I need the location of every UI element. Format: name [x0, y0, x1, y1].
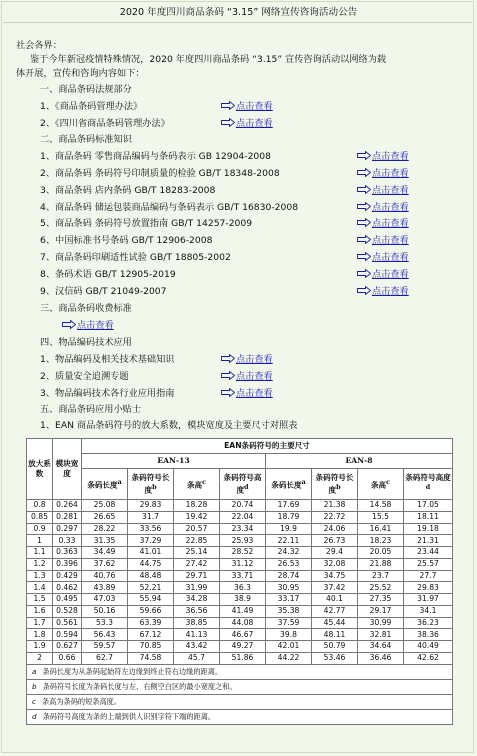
hollow-right-arrow-icon [221, 371, 235, 380]
header-label: 条高 [186, 480, 203, 490]
section-applications-heading: 四、物品编码技术应用 [40, 337, 132, 348]
table-cell: 16.41 [358, 523, 404, 535]
table-cell: 28.74 [266, 570, 312, 582]
table-cell: 28.22 [82, 523, 128, 535]
table-cell: 22.72 [312, 511, 358, 523]
table-row [27, 594, 453, 606]
table-cell: 52.21 [128, 582, 174, 594]
footnote-mark: c [32, 696, 36, 706]
standard-item-2: 2、商品条码 条码符号印制质量的检验 GB/T 18348-2008 [40, 168, 280, 179]
table-cell: 50.79 [312, 641, 358, 653]
table-cell: 30.95 [266, 582, 312, 594]
table-cell: 0.396 [53, 558, 82, 570]
link-application-1[interactable] [221, 354, 273, 366]
table-cell: 14.58 [358, 500, 404, 512]
link-standard-7[interactable] [357, 252, 409, 264]
link-label[interactable]: 点击查看 [372, 269, 409, 280]
title-divider [3, 22, 472, 23]
application-item-1: 1、物品编码及相关技术基础知识 [40, 354, 175, 365]
table-cell: 47.03 [82, 594, 128, 606]
table-cell: 26.53 [266, 558, 312, 570]
link-label[interactable]: 点击查看 [236, 388, 273, 399]
header-ean13: EAN-13 [82, 454, 266, 469]
table-cell: 28.52 [220, 547, 266, 559]
footnote-text: 条码长度为从条码起始符左边缘到终止符右边缘的距离。 [42, 666, 223, 676]
table-cell: 59.66 [128, 605, 174, 617]
table-cell: 32.08 [312, 558, 358, 570]
table-cell: 0.363 [53, 547, 82, 559]
link-standard-9[interactable] [357, 286, 409, 298]
table-cell: 1.6 [27, 605, 53, 617]
table-cell: 1.9 [27, 641, 53, 653]
footnote-text: 条高为条码的短条高度。 [41, 696, 122, 706]
table-cell: 29.4 [312, 547, 358, 559]
table-cell: 1.2 [27, 558, 53, 570]
header-ean8-height [358, 469, 404, 500]
link-label[interactable]: 点击查看 [372, 235, 409, 246]
table-row [27, 535, 453, 547]
table-cell: 29.17 [358, 605, 404, 617]
link-standard-1[interactable] [357, 151, 409, 163]
table-cell: 33.71 [220, 570, 266, 582]
table-cell: 29.83 [404, 582, 453, 594]
header-label: 条码符号长度 [315, 472, 354, 495]
link-fees[interactable] [62, 320, 114, 332]
hollow-right-arrow-icon [62, 320, 76, 329]
hollow-right-arrow-icon [357, 235, 371, 244]
section-laws-heading: 一、商品条码法规部分 [40, 84, 132, 95]
application-item-3: 3、物品编码技术各行业应用指南 [40, 388, 175, 399]
hollow-right-arrow-icon [357, 252, 371, 261]
table-cell: 70.85 [128, 641, 174, 653]
table-row [27, 547, 453, 559]
table-cell: 0.462 [53, 582, 82, 594]
link-standard-8[interactable] [357, 269, 409, 281]
table-cell: 55.94 [128, 594, 174, 606]
table-cell: 67.12 [128, 629, 174, 641]
table-cell: 21.31 [404, 535, 453, 547]
header-label: 条高 [370, 480, 387, 490]
table-cell: 1.8 [27, 629, 53, 641]
link-label[interactable]: 点击查看 [372, 185, 409, 196]
table-cell: 63.39 [128, 617, 174, 629]
table-row [27, 511, 453, 523]
header-ean8-symbol-height [404, 469, 453, 500]
table-cell: 1 [27, 535, 53, 547]
table-cell: 22.04 [220, 511, 266, 523]
table-cell: 45.7 [174, 652, 220, 664]
table-cell: 30.99 [358, 617, 404, 629]
table-cell: 0.66 [53, 652, 82, 664]
table-cell: 1.4 [27, 582, 53, 594]
link-standard-5[interactable] [357, 218, 409, 230]
intro-line-1: 鉴于今年新冠疫情特殊情况，2020 年度四川商品条码 “3.15” 宣传咨询活动以网络为载 [30, 54, 387, 65]
footnote [27, 679, 453, 694]
link-label[interactable]: 点击查看 [77, 320, 114, 331]
tip-item-1: 1、EAN 商品条码符号的放大系数，模块宽度及主要尺寸对照表 [40, 420, 298, 431]
footnote-mark: b [152, 483, 157, 491]
table-cell: 19.42 [174, 511, 220, 523]
table-cell: 31.7 [128, 511, 174, 523]
standard-item-9: 9、汉信码 GB/T 21049-2007 [40, 286, 167, 297]
hollow-right-arrow-icon [357, 185, 371, 194]
application-item-2: 2、质量安全追溯专题 [40, 371, 129, 382]
table-cell: 19.18 [404, 523, 453, 535]
page-title: 2020 年度四川商品条码 “3.15” 网络宣传咨询活动公告 [119, 7, 358, 18]
table-cell: 21.88 [358, 558, 404, 570]
table-cell: 37.42 [312, 582, 358, 594]
table-cell: 48.48 [128, 570, 174, 582]
standard-item-7: 7、商品条码印刷适性试验 GB/T 18805-2002 [40, 252, 231, 263]
hollow-right-arrow-icon [357, 269, 371, 278]
table-cell: 0.9 [27, 523, 53, 535]
table-cell: 32.81 [358, 629, 404, 641]
table-cell: 49.27 [220, 641, 266, 653]
link-label[interactable]: 点击查看 [372, 252, 409, 263]
header-ean13-symbol-length [128, 469, 174, 500]
table-cell: 44.22 [266, 652, 312, 664]
table-cell: 35.38 [266, 605, 312, 617]
table-cell: 40.49 [404, 641, 453, 653]
table-cell: 36.46 [358, 652, 404, 664]
link-law-1[interactable] [221, 101, 273, 113]
table-cell: 27.42 [174, 558, 220, 570]
table-cell: 2 [27, 652, 53, 664]
table-cell: 0.264 [53, 500, 82, 512]
table-cell: 0.33 [53, 535, 82, 547]
table-cell: 29.71 [174, 570, 220, 582]
footnote-mark: c [202, 478, 207, 486]
table-cell: 23.7 [358, 570, 404, 582]
table-cell: 18.79 [266, 511, 312, 523]
table-cell: 24.32 [266, 547, 312, 559]
footnote-mark: a [32, 666, 37, 676]
table-row [27, 617, 453, 629]
table-cell: 15.5 [358, 511, 404, 523]
section-tips-heading: 五、商品条码应用小贴士 [40, 404, 142, 415]
header-ean8: EAN-8 [266, 454, 453, 469]
ean-dimension-table [26, 438, 453, 725]
standard-item-1: 1、商品条码 零售商品编码与条码表示 GB 12904-2008 [40, 151, 271, 162]
table-cell: 0.85 [27, 511, 53, 523]
table-cell: 53.3 [82, 617, 128, 629]
table-cell: 21.38 [312, 500, 358, 512]
intro-line-2: 体开展，宣传和咨询内容如下： [16, 68, 145, 79]
footnote-mark: d [32, 711, 37, 721]
table-cell: 22.11 [266, 535, 312, 547]
table-cell: 20.74 [220, 500, 266, 512]
table-cell: 50.16 [82, 605, 128, 617]
table-cell: 0.297 [53, 523, 82, 535]
footnote-mark: d [425, 483, 431, 491]
table-cell: 23.34 [220, 523, 266, 535]
header-ean8-symbol-length [312, 469, 358, 500]
table-cell: 43.42 [174, 641, 220, 653]
table-cell: 1.5 [27, 594, 53, 606]
table-cell: 0.429 [53, 570, 82, 582]
table-cell: 25.14 [174, 547, 220, 559]
link-label[interactable]: 点击查看 [372, 286, 409, 297]
table-cell: 41.13 [174, 629, 220, 641]
table-cell: 0.8 [27, 500, 53, 512]
table-row [27, 500, 453, 512]
table-cell: 31.35 [82, 535, 128, 547]
table-cell: 44.08 [220, 617, 266, 629]
table-cell: 36.23 [404, 617, 453, 629]
table-cell: 43.89 [82, 582, 128, 594]
table-cell: 41.49 [220, 605, 266, 617]
table-row [27, 629, 453, 641]
header-ean8-length [266, 469, 312, 500]
standard-item-5: 5、商品条码 条码符号放置指南 GB/T 14257-2009 [40, 218, 253, 229]
table-cell: 29.83 [128, 500, 174, 512]
header-module-width: 模块宽度 [53, 439, 82, 500]
table-cell: 23.44 [404, 547, 453, 559]
table-row [27, 582, 453, 594]
table-row [27, 652, 453, 664]
table-cell: 17.69 [266, 500, 312, 512]
table-cell: 25.57 [404, 558, 453, 570]
table-cell: 24.06 [312, 523, 358, 535]
table-cell: 1.7 [27, 617, 53, 629]
table-footnotes [27, 664, 453, 724]
table-cell: 1.1 [27, 547, 53, 559]
hollow-right-arrow-icon [221, 354, 235, 363]
table-cell: 34.1 [404, 605, 453, 617]
header-ean13-symbol-height [220, 469, 266, 500]
table-row [27, 523, 453, 535]
table-cell: 42.77 [312, 605, 358, 617]
table-cell: 51.86 [220, 652, 266, 664]
hollow-right-arrow-icon [221, 101, 235, 110]
link-label[interactable]: 点击查看 [236, 354, 273, 365]
table-cell: 36.56 [174, 605, 220, 617]
table-cell: 37.62 [82, 558, 128, 570]
link-standard-6[interactable] [357, 235, 409, 247]
table-cell: 39.8 [266, 629, 312, 641]
header-main-dimensions: EAN条码符号的主要尺寸 [82, 439, 453, 454]
footnote-mark: b [32, 681, 37, 691]
table-cell: 0.627 [53, 641, 82, 653]
standard-item-8: 8、条码术语 GB/T 12905-2019 [40, 269, 176, 280]
table-cell: 25.08 [82, 500, 128, 512]
table-cell: 40.76 [82, 570, 128, 582]
link-application-2[interactable] [221, 371, 273, 383]
table-cell: 40.1 [312, 594, 358, 606]
footnote-text: 条码符号高度为条的上端到供人识别字符下端的距离。 [42, 711, 216, 721]
table-cell: 38.9 [220, 594, 266, 606]
header-label: 条码长度 [87, 480, 118, 490]
table-cell: 42.01 [266, 641, 312, 653]
link-label[interactable]: 点击查看 [236, 371, 273, 382]
link-standard-4[interactable] [357, 202, 409, 214]
link-standard-2[interactable] [357, 168, 409, 180]
table-cell: 48.11 [312, 629, 358, 641]
table-cell: 18.23 [358, 535, 404, 547]
table-cell: 38.85 [174, 617, 220, 629]
table-cell: 25.52 [358, 582, 404, 594]
table-cell: 59.57 [82, 641, 128, 653]
table-cell: 31.99 [174, 582, 220, 594]
footnote-mark: b [336, 483, 341, 491]
footnote-mark: c [386, 478, 391, 486]
table-cell: 34.64 [358, 641, 404, 653]
table-cell: 0.594 [53, 629, 82, 641]
table-cell: 56.43 [82, 629, 128, 641]
footnote-row [27, 694, 453, 709]
table-cell: 0.528 [53, 605, 82, 617]
standard-item-4: 4、商品条码 储运包装商品编码与条码表示 GB/T 16830-2008 [40, 202, 299, 213]
law-item-1: 1、《商品条码管理办法》 [40, 101, 143, 112]
hollow-right-arrow-icon [357, 202, 371, 211]
table-cell: 27.35 [358, 594, 404, 606]
footnote-mark: a [301, 478, 306, 486]
footnote-row [27, 664, 453, 679]
table-cell: 34.49 [82, 547, 128, 559]
link-label[interactable]: 点击查看 [372, 168, 409, 179]
table-body [27, 500, 453, 665]
table-cell: 46.67 [220, 629, 266, 641]
hollow-right-arrow-icon [221, 118, 235, 127]
header-ean13-height [174, 469, 220, 500]
link-label[interactable]: 点击查看 [236, 101, 273, 112]
table-cell: 17.05 [404, 500, 453, 512]
table-cell: 19.9 [266, 523, 312, 535]
table-cell: 0.561 [53, 617, 82, 629]
link-standard-3[interactable] [357, 185, 409, 197]
link-label[interactable]: 点击查看 [372, 202, 409, 213]
table-cell: 38.36 [404, 629, 453, 641]
section-fees-heading: 三、商品条码收费标准 [40, 303, 132, 314]
link-label[interactable]: 点击查看 [372, 218, 409, 229]
greeting: 社会各界： [16, 40, 62, 51]
hollow-right-arrow-icon [357, 218, 371, 227]
header-label: 条码符号长度 [131, 472, 170, 495]
table-cell: 34.75 [312, 570, 358, 582]
table-cell: 53.46 [312, 652, 358, 664]
table-cell: 31.97 [404, 594, 453, 606]
standard-item-6: 6、中国标准书号条码 GB/T 12906-2008 [40, 235, 213, 246]
table-cell: 37.29 [128, 535, 174, 547]
table-cell: 26.65 [82, 511, 128, 523]
table-cell: 37.59 [266, 617, 312, 629]
section-standards-heading: 二、商品条码标准知识 [40, 134, 132, 145]
footnote-row [27, 679, 453, 694]
link-label[interactable]: 点击查看 [236, 118, 273, 129]
hollow-right-arrow-icon [357, 286, 371, 295]
table-cell: 20.57 [174, 523, 220, 535]
table-cell: 34.28 [174, 594, 220, 606]
table-cell: 18.28 [174, 500, 220, 512]
footnote-mark: a [117, 478, 122, 486]
footnote [27, 664, 453, 679]
table-cell: 41.01 [128, 547, 174, 559]
table-cell: 36.3 [220, 582, 266, 594]
table-row [27, 558, 453, 570]
table-cell: 1.3 [27, 570, 53, 582]
standard-item-3: 3、商品条码 店内条码 GB/T 18283-2008 [40, 185, 216, 196]
footnote [27, 694, 453, 709]
table-row [27, 641, 453, 653]
table-cell: 33.56 [128, 523, 174, 535]
hollow-right-arrow-icon [357, 168, 371, 177]
table-cell: 25.93 [220, 535, 266, 547]
table-cell: 42.62 [404, 652, 453, 664]
link-law-2[interactable] [221, 118, 273, 130]
table-row [27, 570, 453, 582]
table-cell: 33.17 [266, 594, 312, 606]
table-cell: 44.75 [128, 558, 174, 570]
table-cell: 27.7 [404, 570, 453, 582]
header-label: 条码符号高度 [223, 472, 262, 495]
link-label[interactable]: 点击查看 [372, 151, 409, 162]
header-label: 条码符号高度 [405, 472, 451, 482]
link-application-3[interactable] [221, 388, 273, 400]
table-cell: 31.12 [220, 558, 266, 570]
header-magnification: 放大系数 [27, 439, 53, 500]
footnote-mark: d [244, 483, 249, 491]
header-label: 条码长度 [271, 480, 302, 490]
hollow-right-arrow-icon [221, 388, 235, 397]
table-cell: 0.281 [53, 511, 82, 523]
table-cell: 20.05 [358, 547, 404, 559]
table-cell: 45.44 [312, 617, 358, 629]
table-cell: 74.58 [128, 652, 174, 664]
table-cell: 0.495 [53, 594, 82, 606]
table-cell: 18.11 [404, 511, 453, 523]
table-cell: 62.7 [82, 652, 128, 664]
footnote-text: 条码符号长度为条码长度与左、右侧空白区的最小宽度之和。 [42, 681, 237, 691]
hollow-right-arrow-icon [357, 151, 371, 160]
table-row [27, 605, 453, 617]
table-cell: 22.85 [174, 535, 220, 547]
footnote [27, 709, 453, 724]
law-item-2: 2、《四川省商品条码管理办法》 [40, 118, 170, 129]
header-ean13-length [82, 469, 128, 500]
footnote-row [27, 709, 453, 724]
table-cell: 26.73 [312, 535, 358, 547]
